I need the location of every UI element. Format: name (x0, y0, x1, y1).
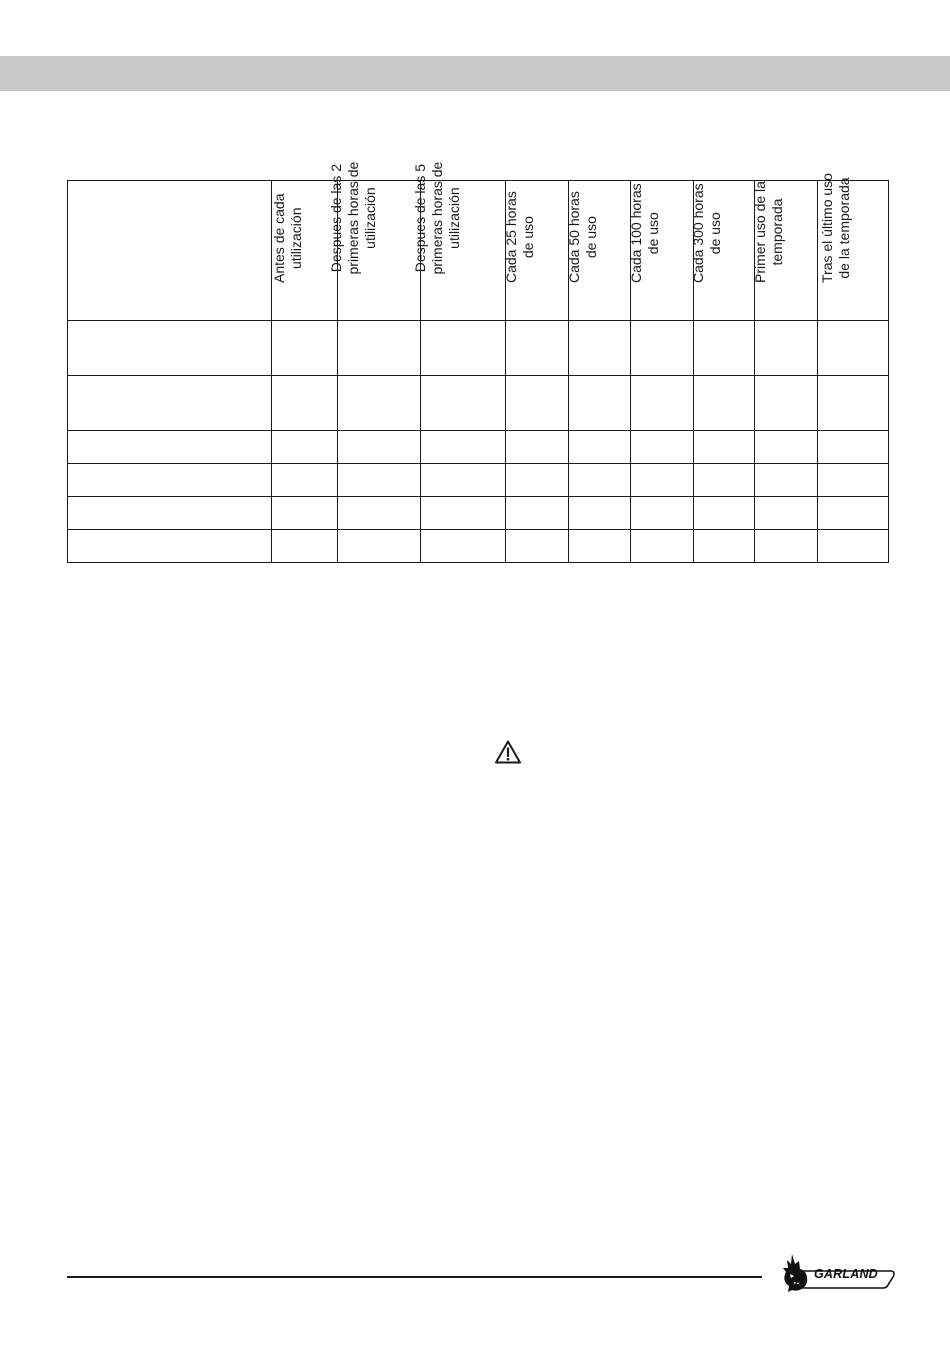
column-header (412, 161, 506, 321)
column-header (818, 173, 889, 321)
table-cell (631, 321, 694, 376)
table-cell (694, 321, 755, 376)
column-header-line: temporada (769, 198, 785, 266)
header-band (0, 56, 950, 91)
column-header-line: de uso (582, 216, 599, 259)
table-cell (506, 376, 569, 431)
brand-logo-text: GARLAND (814, 1267, 878, 1281)
column-header-line: Antes de cada (270, 193, 287, 283)
table-cell (421, 530, 506, 563)
table-cell (818, 530, 889, 563)
header-empty-cell (68, 181, 272, 321)
table-cell (506, 431, 569, 464)
table-cell (694, 497, 755, 530)
table-cell (569, 464, 631, 497)
column-header-line: utilización (362, 187, 378, 249)
table-cell (569, 321, 631, 376)
table-cell (818, 376, 889, 431)
column-header-line: Cada 25 horas (503, 191, 519, 283)
column-header-line: de uso (645, 212, 661, 255)
table-cell (421, 431, 506, 464)
table-cell (631, 497, 694, 530)
column-header (565, 181, 631, 321)
table-cell (272, 464, 338, 497)
table-cell (338, 431, 421, 464)
table-cell (694, 376, 755, 431)
table-cell (818, 464, 889, 497)
column-header-line: Primer uso de la (752, 181, 768, 283)
table-cell (755, 376, 818, 431)
table-cell (506, 497, 569, 530)
table-row (68, 530, 889, 563)
table-header-row (68, 181, 889, 321)
column-header (628, 181, 694, 321)
column-header-line: primeras horas de (345, 161, 361, 275)
column-header (690, 181, 755, 321)
table-cell (694, 464, 755, 497)
table-cell (755, 464, 818, 497)
column-header-line: Cada 100 horas (628, 183, 644, 283)
table-cell (272, 431, 338, 464)
table-cell (694, 530, 755, 563)
table-cell (68, 464, 272, 497)
table-row (68, 376, 889, 431)
column-header-line: de uso (707, 212, 723, 255)
column-header-line: Despues de las 5 (412, 164, 428, 273)
table-cell (68, 530, 272, 563)
table-cell (569, 530, 631, 563)
table-cell (755, 497, 818, 530)
table-row (68, 321, 889, 376)
table-cell (631, 431, 694, 464)
column-header-line: Cada 50 horas (565, 191, 582, 283)
table-cell (694, 431, 755, 464)
table-cell (68, 431, 272, 464)
table-row (68, 431, 889, 464)
table-cell (569, 376, 631, 431)
table-cell (755, 530, 818, 563)
table-cell (506, 464, 569, 497)
table-cell (755, 321, 818, 376)
table-cell (818, 321, 889, 376)
table-cell (272, 376, 338, 431)
footer-rule (67, 1276, 762, 1278)
table-cell (569, 497, 631, 530)
table-cell (68, 376, 272, 431)
table-cell (421, 321, 506, 376)
table-cell (338, 464, 421, 497)
table-cell (421, 376, 506, 431)
column-header-line: de la temporada (836, 177, 852, 279)
table-cell (506, 530, 569, 563)
table-cell (569, 431, 631, 464)
table-cell (338, 497, 421, 530)
column-header (503, 181, 569, 321)
column-header-line: Tras el último uso (819, 173, 835, 283)
column-header-line: de uso (520, 216, 536, 259)
table-cell (68, 497, 272, 530)
warning-triangle-icon (494, 739, 522, 765)
table-cell (818, 497, 889, 530)
column-header-line: Cada 300 horas (690, 183, 706, 283)
table-cell (506, 321, 569, 376)
table-cell (631, 376, 694, 431)
table-cell (818, 431, 889, 464)
column-header-line: Despues de las 2 (328, 164, 344, 273)
table-row (68, 464, 889, 497)
table-cell (421, 464, 506, 497)
table-cell (272, 530, 338, 563)
column-header-line: utilización (446, 187, 462, 249)
table-cell (421, 497, 506, 530)
table-cell (338, 376, 421, 431)
maintenance-table (67, 161, 889, 563)
table-cell (631, 530, 694, 563)
table-cell (338, 530, 421, 563)
column-header-line: utilización (287, 207, 304, 269)
column-header-line: primeras horas de (429, 161, 445, 275)
column-header (752, 181, 818, 321)
table-cell (631, 464, 694, 497)
table-cell (338, 321, 421, 376)
table-cell (755, 431, 818, 464)
table-cell (272, 497, 338, 530)
table-row (68, 497, 889, 530)
table-cell (272, 321, 338, 376)
table-cell (68, 321, 272, 376)
